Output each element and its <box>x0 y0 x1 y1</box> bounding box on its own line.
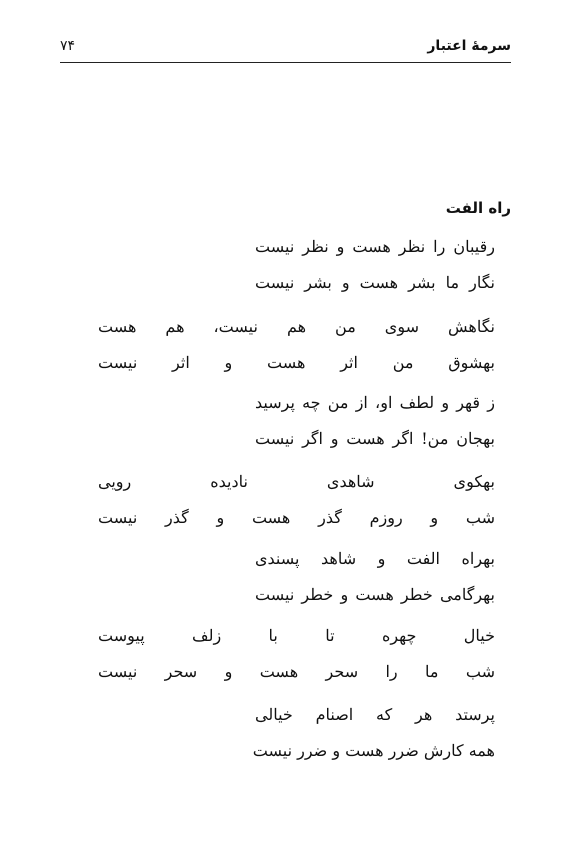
verse-line: همه کارش ضرر هست و ضرر نیست <box>252 741 495 760</box>
verse-line: شب و روزم گذر هست و گذر نیست <box>98 508 495 527</box>
couplet-6 <box>98 625 495 697</box>
verse-line: بهراه الفت و شاهد پسندی <box>255 549 495 568</box>
verse-line: بهجان من! اگر هست و اگر نیست <box>255 429 495 448</box>
couplet-2 <box>98 316 495 388</box>
verse-line: نگار ما بشر هست و بشر نیست <box>255 273 495 292</box>
verse-line: پرستد هر که اصنام خیالی <box>255 705 495 724</box>
verse-line: بهشوق من اثر هست و اثر نیست <box>98 353 495 372</box>
poem-title: راه الفت <box>445 199 511 217</box>
verse-line: خیال چهره تا با زلف پیوست <box>98 626 495 645</box>
running-title: سرمهٔ اعتبار <box>427 38 511 54</box>
couplet-5 <box>255 548 495 620</box>
verse-line: ز قهر و لطف او، از من چه پرسید <box>255 393 495 412</box>
couplet-1 <box>255 236 495 308</box>
couplet-3 <box>255 392 495 464</box>
couplet-4 <box>98 471 495 543</box>
verse-line: بهکوی شاهدی نادیده رویی <box>98 472 495 491</box>
page-number: ۷۴ <box>60 38 76 54</box>
couplet-7 <box>252 704 495 776</box>
page-header <box>60 32 511 63</box>
verse-line: بهرگامی خطر هست و خطر نیست <box>255 585 495 604</box>
verse-line: نگاهش سوی من هم نیست، هم هست <box>98 317 495 336</box>
verse-line: رقیبان را نظر هست و نظر نیست <box>255 237 495 256</box>
verse-line: شب ما را سحر هست و سحر نیست <box>98 662 495 681</box>
